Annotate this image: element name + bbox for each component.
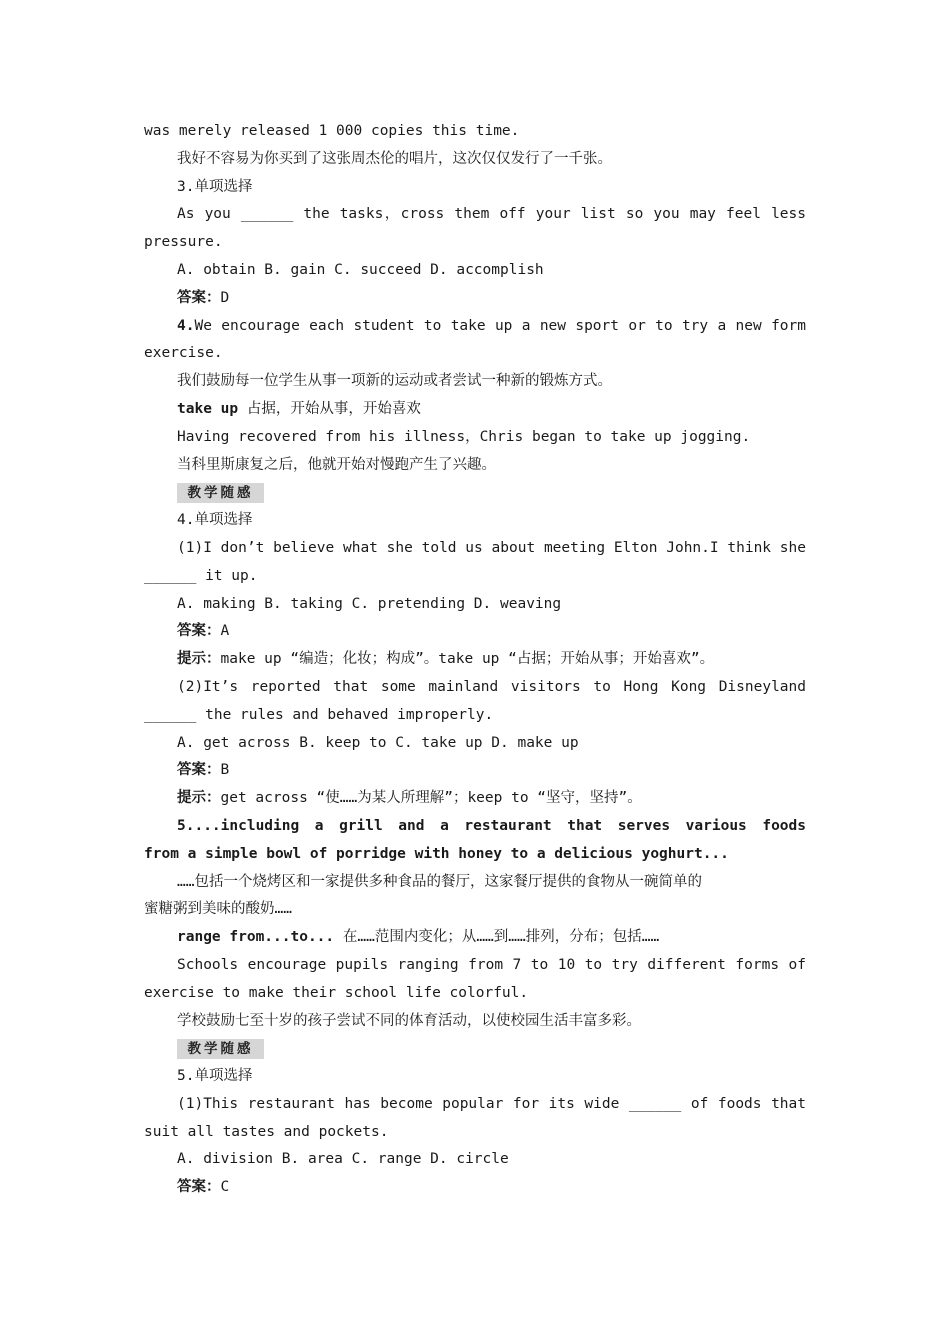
example-sentence-cn: 我好不容易为你买到了这张周杰伦的唱片，这次仅仅发行了一千张。 bbox=[177, 150, 612, 167]
key-sentence: 5....including a grill and a restaurant that serves various foods bbox=[177, 817, 806, 834]
phrase-definition bbox=[144, 396, 806, 424]
question-text: (2)It’s reported that some mainland visitors to Hong Kong Disneyland bbox=[177, 678, 806, 695]
hint-line bbox=[144, 785, 806, 813]
question-text: (1)This restaurant has become popular for its wide ______ of foods that bbox=[177, 1095, 806, 1112]
answer-line bbox=[144, 757, 806, 785]
example-sentence-en-cont: exercise to make their school life colorful. bbox=[144, 984, 529, 1001]
question-text: As you ______ the tasks，cross them off your list so you may feel less bbox=[177, 206, 806, 223]
key-sentence bbox=[144, 313, 806, 341]
exercise-heading: 3.单项选择 bbox=[177, 178, 253, 195]
exercise-heading: 4.单项选择 bbox=[177, 512, 253, 529]
question-text-cont: ______ it up. bbox=[144, 567, 258, 584]
teaching-notes-section bbox=[144, 479, 806, 507]
answer-value: B bbox=[220, 762, 230, 779]
answer-options: A. get across B. keep to C. take up D. make up bbox=[177, 734, 579, 751]
hint-text: get across “使……为某人所理解”；keep to “坚守，坚持”。 bbox=[220, 790, 642, 807]
example-sentence-en: was merely released 1 000 copies this time. bbox=[144, 123, 520, 139]
example-sentence-cn: 学校鼓励七至十岁的孩子尝试不同的体育活动，以使校园生活丰富多彩。 bbox=[177, 1012, 641, 1029]
phrase-definition bbox=[144, 924, 806, 952]
key-sentence-cn-cont: 蜜糖粥到美味的酸奶…… bbox=[144, 901, 292, 918]
answer-line bbox=[144, 1174, 806, 1202]
example-sentence-en: Schools encourage pupils ranging from 7 to 10 to try different forms of bbox=[177, 956, 806, 973]
question-text-cont: ______ the rules and behaved improperly. bbox=[144, 706, 494, 723]
answer-value: A bbox=[220, 623, 230, 640]
phrase-term: range from...to... bbox=[177, 929, 335, 946]
item-number: 4. bbox=[177, 317, 195, 334]
answer-options: A. making B. taking C. pretending D. weaving bbox=[177, 595, 562, 612]
key-sentence-cont: from a simple bowl of porridge with honey to a delicious yoghurt... bbox=[144, 845, 729, 862]
question-text-cont: pressure. bbox=[144, 234, 223, 251]
key-sentence-cn: ……包括一个烧烤区和一家提供多种食品的餐厅，这家餐厅提供的食物从一碗简单的 bbox=[177, 873, 702, 890]
exercise-heading: 5.单项选择 bbox=[177, 1068, 253, 1085]
answer-label: 答案： bbox=[177, 289, 221, 306]
answer-value: C bbox=[220, 1179, 230, 1196]
answer-line bbox=[144, 618, 806, 646]
hint-line bbox=[144, 646, 806, 674]
answer-line bbox=[144, 285, 806, 313]
answer-label: 答案： bbox=[177, 1179, 221, 1196]
key-sentence-cn: 我们鼓励每一位学生从事一项新的运动或者尝试一种新的锻炼方式。 bbox=[177, 373, 612, 390]
hint-label: 提示： bbox=[177, 651, 221, 668]
phrase-meaning: 占据，开始从事，开始喜欢 bbox=[238, 400, 421, 417]
key-sentence-cont: exercise. bbox=[144, 345, 223, 362]
answer-label: 答案： bbox=[177, 762, 221, 779]
question-text: (1)I don’t believe what she told us about meeting Elton John.I think she bbox=[177, 539, 806, 556]
key-sentence-text: We encourage each student to take up a new sport or to try a new form bbox=[194, 317, 806, 334]
teaching-notes-label: 教学随感 bbox=[177, 483, 264, 503]
example-sentence-en: Having recovered from his illness，Chris began to take up jogging. bbox=[177, 428, 751, 445]
example-sentence-cn: 当科里斯康复之后，他就开始对慢跑产生了兴趣。 bbox=[177, 456, 496, 473]
teaching-notes-section bbox=[144, 1035, 806, 1063]
question-text-cont: suit all tastes and pockets. bbox=[144, 1123, 389, 1140]
teaching-notes-label: 教学随感 bbox=[177, 1039, 264, 1059]
document-body bbox=[144, 118, 806, 1202]
hint-text: make up “编造；化妆；构成”。take up “占据；开始从事；开始喜欢”。 bbox=[220, 651, 715, 668]
hint-label: 提示： bbox=[177, 790, 221, 807]
phrase-meaning: 在……范围内变化；从……到……排列，分布；包括…… bbox=[334, 929, 660, 946]
phrase-term: take up bbox=[177, 400, 239, 417]
answer-options: A. division B. area C. range D. circle bbox=[177, 1151, 509, 1168]
answer-options: A. obtain B. gain C. succeed D. accomplish bbox=[177, 261, 544, 278]
answer-label: 答案： bbox=[177, 623, 221, 640]
answer-value: D bbox=[220, 289, 230, 306]
